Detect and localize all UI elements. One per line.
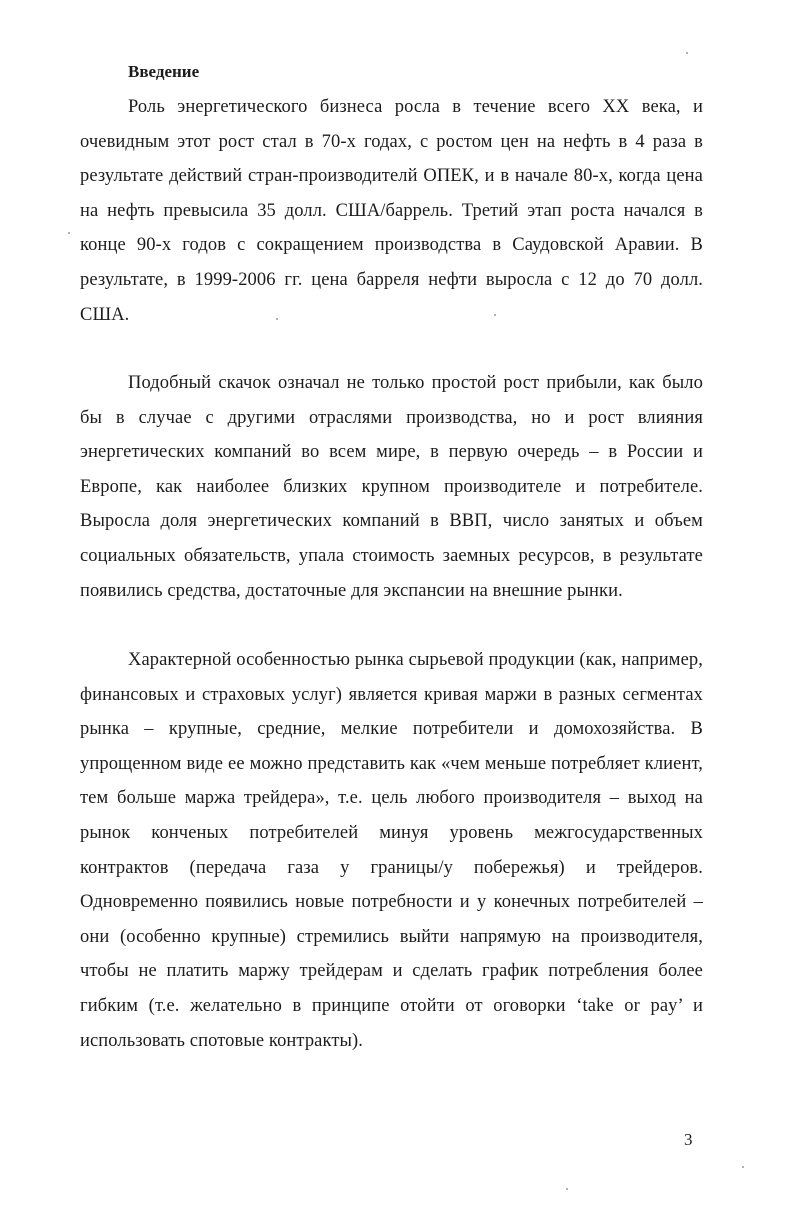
scan-speck: [742, 1166, 744, 1168]
paragraph-1: Роль энергетического бизнеса росла в течение всего XX века, и очевидным этот рост стал в 70-х годах, с ростом цен на нефть в 4 раза в результате действий стран-производителй ОПЕК, и в начале 80-х, когда цена на нефть превысила 35 долл. США/баррель. Третий этап роста начался в конце 90-х годов с сокращением производства в Саудовской Аравии. В результате, в 1999-2006 гг. цена барреля нефти выросла с 12 до 70 долл. США.: [80, 97, 703, 325]
section-heading: Введение: [128, 62, 200, 81]
page-number: 3: [684, 1130, 693, 1149]
scan-speck: [686, 52, 688, 54]
scan-speck: [68, 232, 70, 234]
paragraph-3: Характерной особенностью рынка сырьевой продукции (как, например, финансовых и страховых услуг) является кривая маржи в разных сегментах рынка – крупные, средние, мелкие потребители и домохозяйства. В упрощенном виде ее можно представить как «чем меньше потребляет клиент, тем больше маржа трейдера», т.е. цель любого производителя – выход на рынок конченых потребителей минуя уровень межгосударственных контрактов (передача газа у границы/у побережья) и трейдеров. Одновременно появились новые потребности и у конечных потребителей – они (особенно крупные) стремились выйти напрямую на производителя, чтобы не платить маржу трейдерам и сделать график потребления более гибким (т.е. желательно в принципе отойти от оговорки ‘take or pay’ и использовать спотовые контракты).: [80, 650, 703, 1051]
paragraph-2: Подобный скачок означал не только простой рост прибыли, как было бы в случае с другими отраслями производства, но и рост влияния энергетических компаний во всем мире, в первую очередь – в России и Европе, как наиболее близких крупном производителе и потребителе. Выросла доля энергетических компаний в ВВП, число занятых и объем социальных обязательств, упала стоимость заемных ресурсов, в результате появились средства, достаточные для экспансии на внешние рынки.: [80, 373, 703, 601]
scan-speck: [276, 318, 278, 320]
scan-speck: [494, 314, 496, 316]
scan-speck: [566, 1188, 568, 1190]
